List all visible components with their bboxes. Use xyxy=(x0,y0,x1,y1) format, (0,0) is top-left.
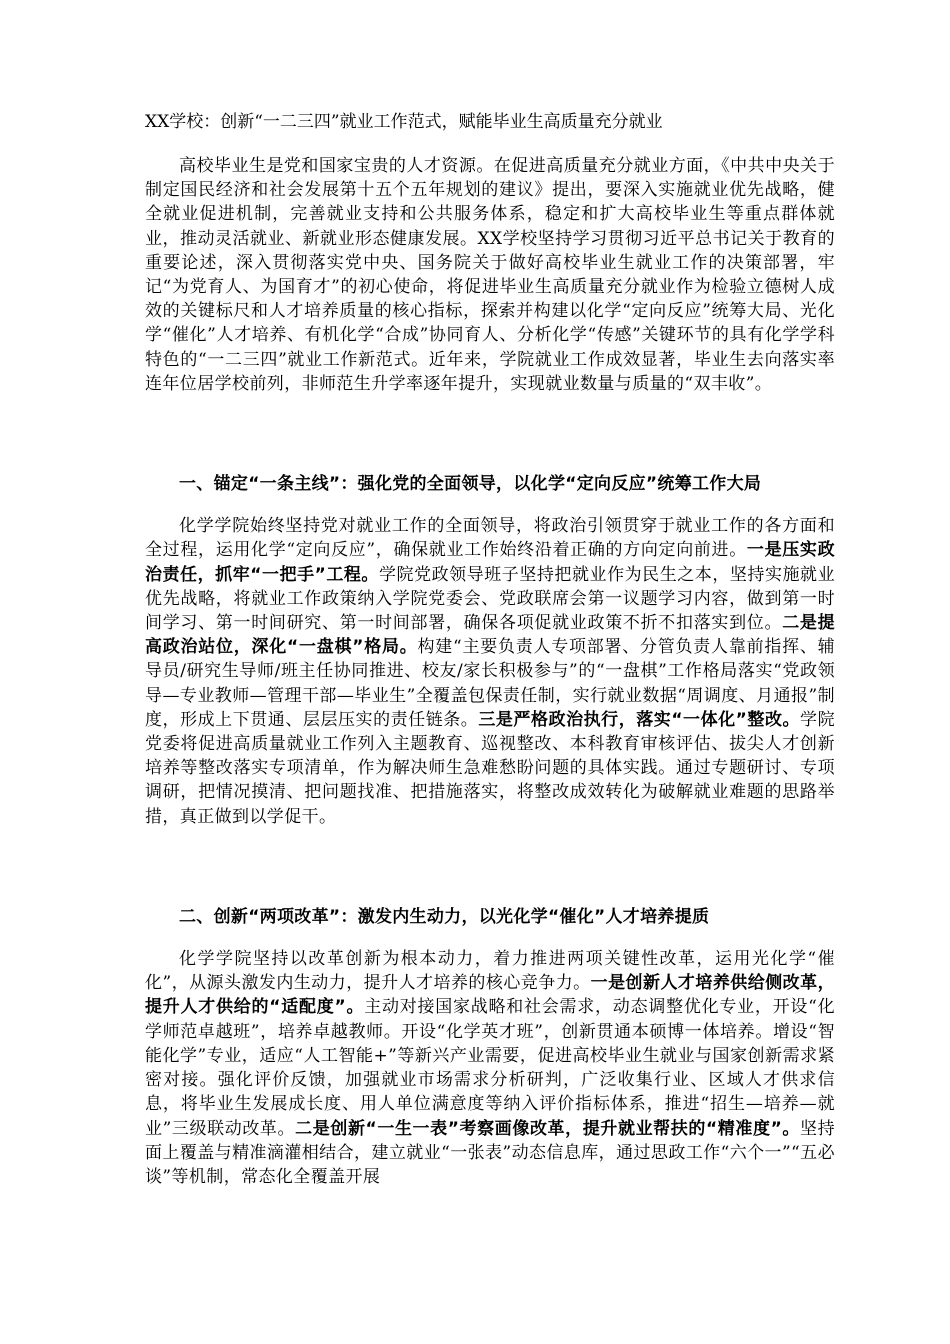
bold-point-3: 三是严格政治执行，落实“一体化”整改。 xyxy=(478,709,801,730)
bold-point-2: 二是提高政治站位，深化“一盘棋”格局。 xyxy=(145,613,836,658)
spacer xyxy=(145,396,835,472)
text-run: 坚持面上覆盖与精准滴灌相结合，建立就业“一张表”动态信息库，通过思政工作“六个一”“五必谈”等机制，常态化全覆盖开展 xyxy=(145,1118,835,1187)
spacer xyxy=(145,929,835,947)
document-title: XX学校：创新“一二三四”就业工作范式，赋能毕业生高质量充分就业 xyxy=(145,112,663,132)
text-run: 学院党政领导班子坚持把就业作为民生之本，坚持实施就业优先战略，将就业工作政策纳入学院党委会、党政联席会第一议题学习内容，做到第一时间学习、第一时间研究、第一时间部署，确保各项促就业政策不折不扣落实到位。 xyxy=(145,564,835,634)
bold-point-1: 一是创新人才培养供给侧改革，提升人才供给的“适配度”。 xyxy=(145,973,835,1018)
text-run: 主动对接国家战略和社会需求，动态调整优化专业，开设“化学师范卓越班”，培养卓越教师。开设“化学英才班”，创新贯通本硕博一体培养。增设“智能化学”专业，适应“人工智能+”等新兴产业需要，促进高校毕业生就业与国家创新需求紧密对接。强化评价反馈，加强就业市场需求分析研判，广泛收集行业、区域人才供求信息，将毕业生发展成长度、用人单位满意度等纳入评价指标体系，推进“招生—培养—就业”三级联动改革。 xyxy=(145,997,835,1139)
text-run: 学院党委将促进高质量就业工作列入主题教育、巡视整改、本科教育审核评估、拔尖人才创新培养等整改落实专项清单，作为解决师生急难愁盼问题的具体实践。通过专题研讨、专项调研，把情况摸清、把问题找准、把措施落实，将整改成效转化为破解就业难题的思路举措，真正做到以学促干。 xyxy=(145,709,835,827)
intro-paragraph: 高校毕业生是党和国家宝贵的人才资源。在促进高质量充分就业方面，《中共中央关于制定国民经济和社会发展第十五个五年规划的建议》提出，要深入实施就业优先战略，健全就业促进机制，完善就业支持和公共服务体系，稳定和扩大高校毕业生等重点群体就业，推动灵活就业、新就业形态健康发展。XX学校坚持学习贯彻习近平总书记关于教育的重要论述，深入贯彻落实党中央、国务院关于做好高校毕业生就业工作的决策部署，牢记“为党育人、为国育才”的初心使命，将促进毕业生高质量充分就业作为检验立德树人成效的关键标尺和人才培养质量的核心指标，探索并构建以化学“定向反应”统筹大局、光化学“催化”人才培养、有机化学“合成”协同育人、分析化学“传感”关键环节的具有化学学科特色的“一二三四”就业工作新范式。近年来，学院就业工作成效显著，毕业生去向落实率连年位居学校前列，非师范生升学率逐年提升，实现就业数量与质量的“双丰收”。 xyxy=(145,156,835,394)
text-run: 化学学院始终坚持党对就业工作的全面领导，将政治引领贯穿于就业工作的各方面和全过程，运用化学“定向反应”，确保就业工作始终沿着正确的方向定向前进。 xyxy=(145,516,835,561)
section-1-heading: 一、锚定“一条主线”：强化党的全面领导，以化学“定向反应”统筹工作大局 xyxy=(179,474,762,495)
section-1-paragraph xyxy=(145,514,835,829)
text-run: 构建“主要负责人专项部署、分管负责人靠前指挥、辅导员/研究生导师/班主任协同推进、校友/家长积极参与”的“一盘棋”工作格局落实“党政领导—专业教师—管理干部—毕业生”全覆盖包保责任制，实行就业数据“周调度、月通报”制度，形成上下贯通、层层压实的责任链条。 xyxy=(145,637,836,730)
document-page xyxy=(145,110,835,1189)
section-2-paragraph xyxy=(145,947,835,1189)
spacer xyxy=(145,496,835,514)
bold-point-1: 一是压实政治责任，抓牢“一把手”工程。 xyxy=(145,540,835,585)
section-2-heading: 二、创新“两项改革”：激发内生动力，以光化学“催化”人才培养提质 xyxy=(179,906,710,927)
text-run: 化学学院坚持以改革创新为根本动力，着力推进两项关键性改革，运用光化学“催化”，从源头激发内生动力，提升人才培养的核心竞争力。 xyxy=(145,949,835,994)
bold-point-2: 二是创新“一生一表”考察画像改革，提升就业帮扶的“精准度”。 xyxy=(295,1118,800,1139)
spacer xyxy=(145,829,835,905)
